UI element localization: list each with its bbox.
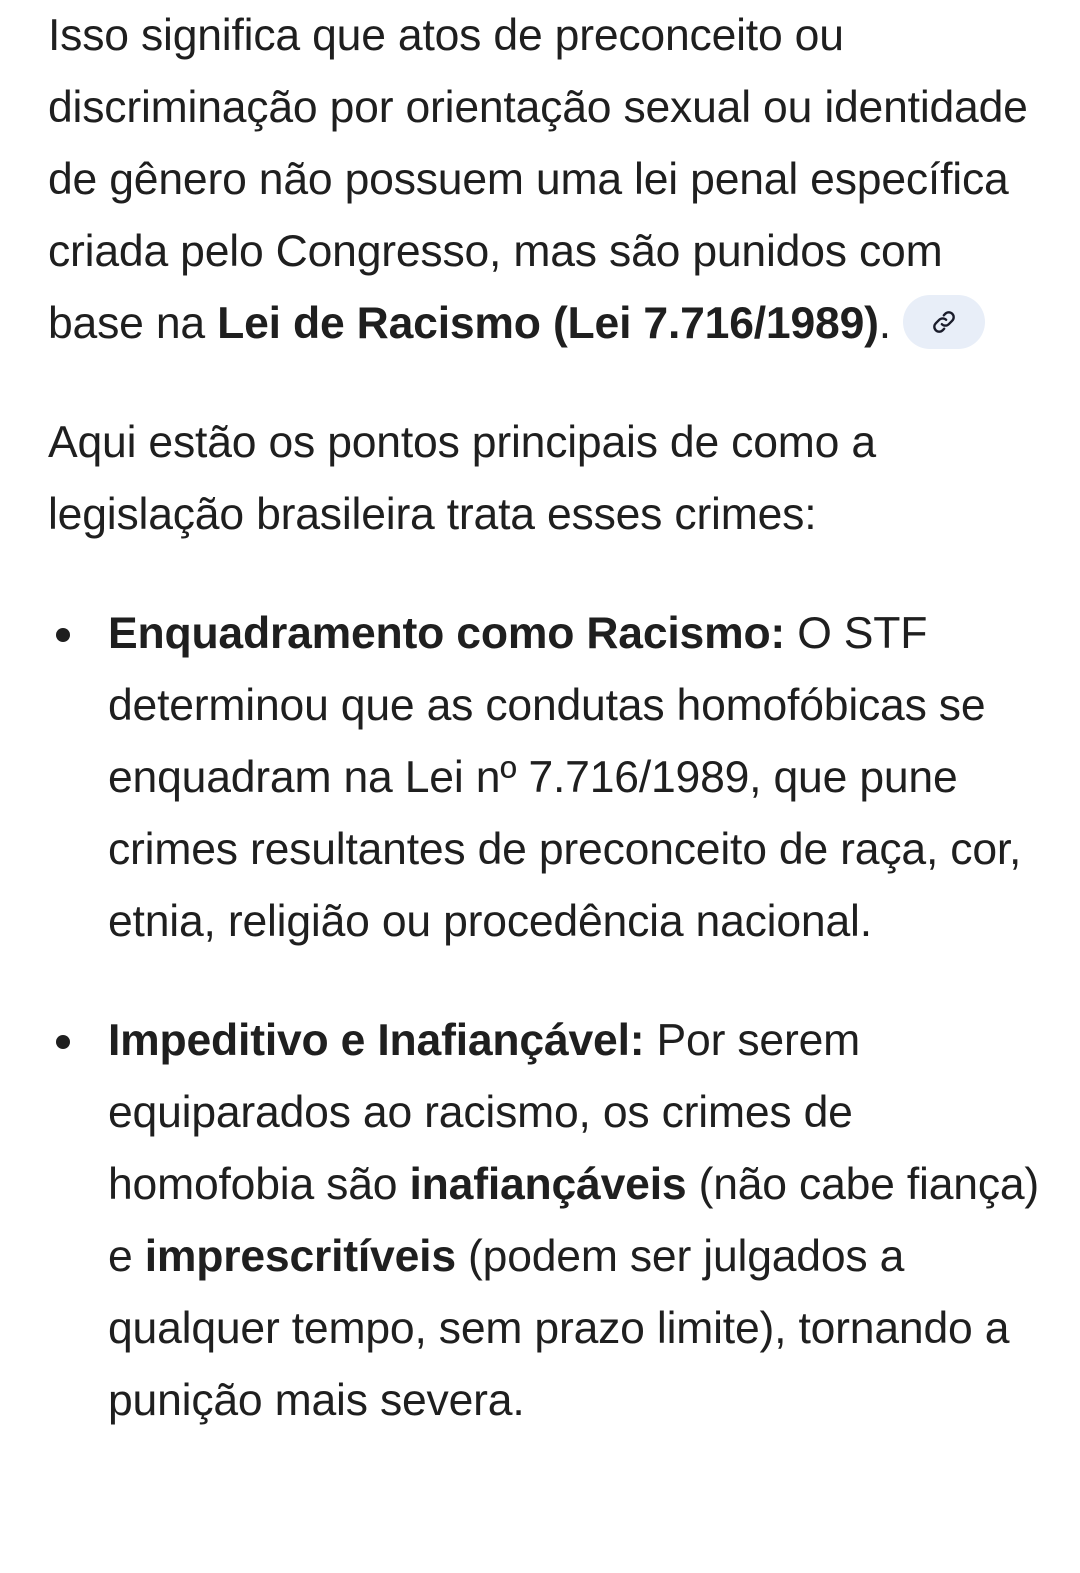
point-text: O STF determinou que as condutas homofóbicas se enquadram na Lei nº 7.716/1989, que pune crimes resultantes de preconceito de raça, cor, etnia, religião ou procedência nacional.: [108, 609, 1022, 946]
bullet-icon: [56, 628, 70, 642]
point-text: (não cabe fiança) e: [108, 1160, 1040, 1281]
points-list: [48, 598, 1048, 1437]
list-item: [48, 1005, 1048, 1437]
point-text: (podem ser julgados a qualquer tempo, sem prazo limite), tornando a punição mais severa.: [108, 1232, 1010, 1425]
point-bold-term: imprescritíveis: [144, 1232, 456, 1281]
point-bold-term: inafiançáveis: [409, 1160, 687, 1209]
source-link-chip[interactable]: [903, 295, 985, 349]
intro-bold-law: Lei de Racismo (Lei 7.716/1989): [217, 299, 879, 348]
point-title: Enquadramento como Racismo:: [108, 609, 786, 658]
response-content: [48, 0, 1048, 1484]
intro-period: .: [878, 299, 891, 348]
bullet-icon: [56, 1035, 70, 1049]
lead-paragraph: Aqui estão os pontos principais de como a legislação brasileira trata esses crimes:: [48, 418, 876, 539]
link-icon: [931, 309, 957, 335]
point-title: Impeditivo e Inafiançável:: [108, 1016, 645, 1065]
intro-paragraph: [48, 0, 1048, 360]
list-item: [48, 598, 1048, 958]
intro-text: Isso significa que atos de preconceito ou discriminação por orientação sexual ou identidade de gênero não possuem uma lei penal específica criada pelo Congresso, mas são punidos com base na: [48, 11, 1028, 348]
point-text: Por serem equiparados ao racismo, os crimes de homofobia são: [108, 1016, 861, 1209]
